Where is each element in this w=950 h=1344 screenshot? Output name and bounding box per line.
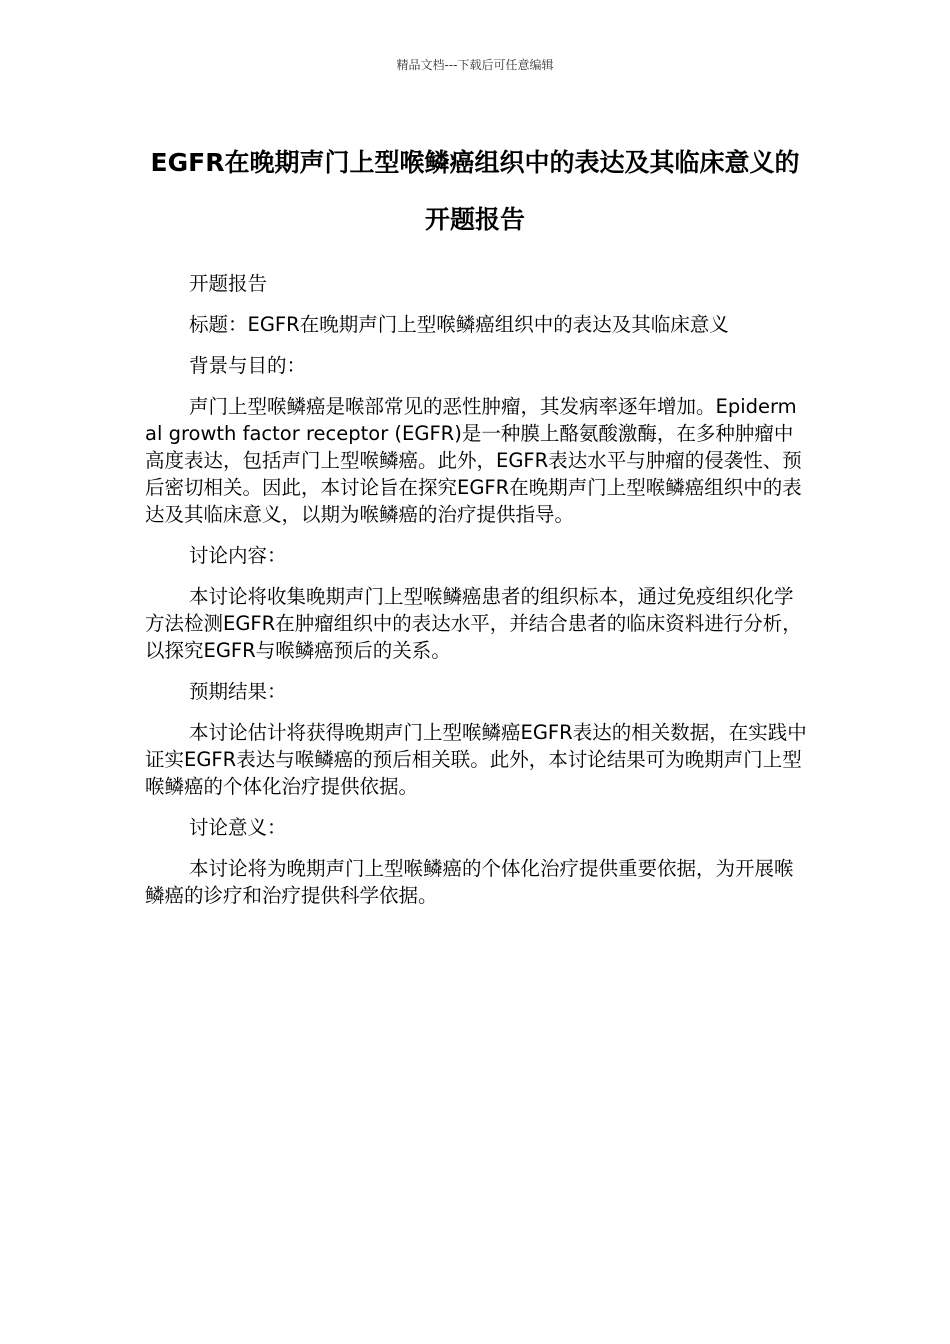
significance-paragraph: 本讨论将为晚期声门上型喉鳞癌的个体化治疗提供重要依据，为开展喉鳞癌的诊疗和治疗提供科学依据。 [145,857,794,907]
section-label-report: 开题报告 [189,272,268,295]
document-body [145,270,807,923]
report-subject-line: 标题：EGFR在晚期声门上型喉鳞癌组织中的表达及其临床意义 [189,313,729,336]
section-heading-content: 讨论内容： [189,544,287,567]
content-paragraph: 本讨论将收集晚期声门上型喉鳞癌患者的组织标本，通过免疫组织化学方法检测EGFR在肿瘤组织中的表达水平，并结合患者的临床资料进行分析，以探究EGFR与喉鳞癌预后的关系。 [145,585,802,662]
background-paragraph: 声门上型喉鳞癌是喉部常见的恶性肿瘤，其发病率逐年增加。Epidermal growth factor receptor (EGFR)是一种膜上酪氨酸激酶，在多种肿瘤中高度表达，包括声门上型喉鳞癌。此外，EGFR表达水平与肿瘤的侵袭性、预后密切相关。因此，本讨论旨在探究EGFR在晚期声门上型喉鳞癌组织中的表达及其临床意义，以期为喉鳞癌的治疗提供指导。 [145,395,802,526]
results-paragraph: 本讨论估计将获得晚期声门上型喉鳞癌EGFR表达的相关数据，在实践中证实EGFR表达与喉鳞癌的预后相关联。此外，本讨论结果可为晚期声门上型喉鳞癌的个体化治疗提供依据。 [145,721,807,798]
document-title: EGFR在晚期声门上型喉鳞癌组织中的表达及其临床意义的开题报告 [150,148,800,234]
section-heading-background: 背景与目的： [189,354,307,377]
section-heading-significance: 讨论意义： [189,816,287,839]
section-heading-results: 预期结果： [189,680,287,703]
page-header: 精品文档---下载后可任意编辑 [396,58,554,72]
